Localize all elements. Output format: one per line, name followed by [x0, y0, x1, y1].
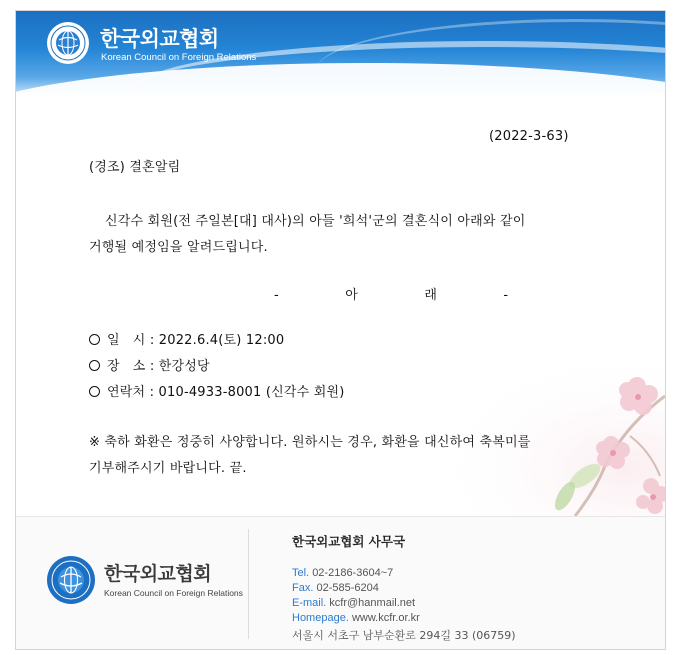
header-org-name: 한국외교협회 [100, 27, 219, 51]
circle-bullet-icon [89, 386, 100, 397]
contact-tel [292, 567, 393, 579]
contact-value: 02-2186-3604~7 [312, 567, 394, 579]
announcement-paragraph [89, 209, 526, 261]
paragraph-line: 거행될 예정임을 알려드립니다. [89, 240, 268, 255]
email-link[interactable]: kcfr@hanmail.net [329, 597, 416, 609]
header-banner [16, 11, 665, 96]
detail-label: 장 소 [107, 359, 146, 374]
office-title: 한국외교협회 사무국 [292, 534, 406, 549]
footer-org-name: 한국외교협회 [104, 563, 212, 585]
email-card [15, 10, 666, 650]
notice-title: - 아 래 - [274, 288, 509, 303]
footer-divider [248, 529, 249, 639]
footer-org-name-en: Korean Council on Foreign Relations [104, 588, 243, 598]
contact-homepage [292, 612, 420, 624]
contact-key: Tel. [292, 567, 310, 579]
kcfr-emblem-icon [46, 21, 90, 65]
detail-value: : 2022.6.4(토) 12:00 [149, 333, 285, 348]
paragraph-line: 신각수 회원(전 주일본[대] 대사)의 아들 '희석'군의 결혼식이 아래와 같이 [105, 214, 526, 229]
closing-line: ※ 축하 화환은 정중히 사양합니다. 원하시는 경우, 화환을 대신하여 축복미를 [89, 435, 531, 450]
letter-body [16, 96, 665, 516]
contact-key: E-mail. [292, 597, 327, 609]
document-number: (2022-3-63) [489, 129, 569, 144]
circle-bullet-icon [89, 334, 100, 345]
detail-date [89, 328, 284, 354]
detail-value: : 010-4933-8001 (신각수 회원) [149, 385, 345, 400]
letter-subject: (경조) 결혼알림 [89, 160, 181, 175]
detail-label: 일 시 [107, 333, 146, 348]
contact-key: Fax. [292, 582, 314, 594]
kcfr-emblem-icon [46, 555, 96, 605]
header-org-name-en: Korean Council on Foreign Relations [101, 52, 257, 63]
closing-line: 기부해주시기 바랍니다. 끝. [89, 461, 247, 476]
contact-key: Homepage. [292, 612, 349, 624]
office-address: 서울시 서초구 남부순환로 294길 33 (06759) [292, 629, 516, 642]
homepage-link[interactable]: www.kcfr.or.kr [351, 612, 420, 624]
closing-note [89, 430, 531, 482]
detail-value: : 한강성당 [149, 359, 210, 374]
detail-venue [89, 354, 210, 380]
detail-contact [89, 380, 345, 406]
contact-email [292, 597, 415, 609]
footer [16, 516, 665, 650]
detail-label: 연락처 [107, 385, 146, 400]
contact-value: 02-585-6204 [316, 582, 379, 594]
contact-fax [292, 582, 379, 594]
circle-bullet-icon [89, 360, 100, 371]
